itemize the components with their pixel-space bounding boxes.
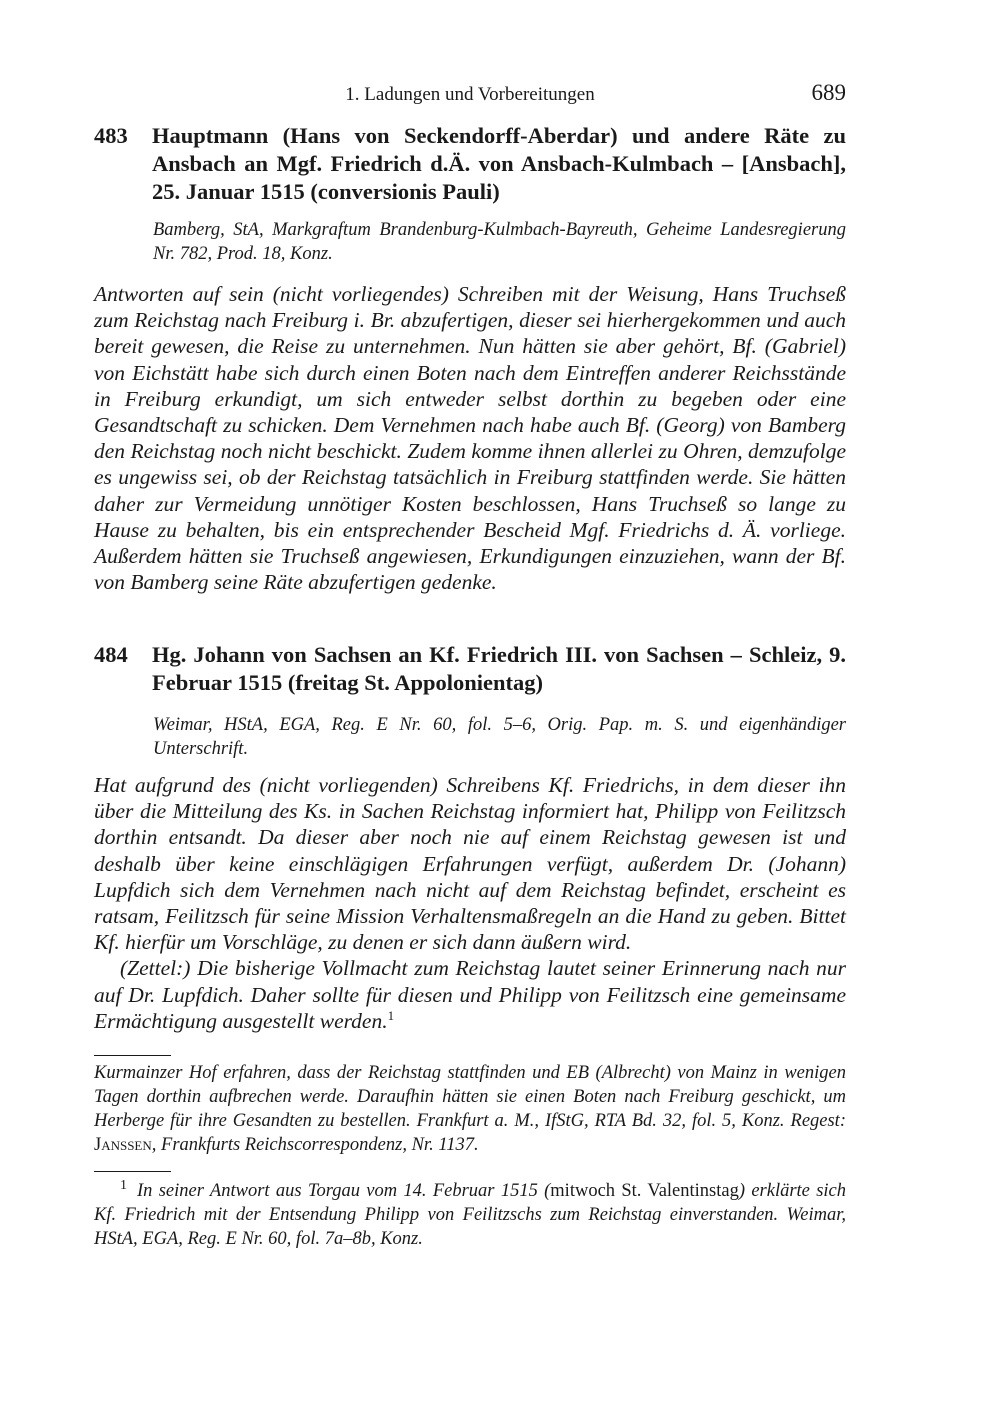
note-author: Janssen — [94, 1135, 152, 1155]
summary-paragraph: Antworten auf sein (nicht vorliegendes) Schreiben mit der Weisung, Hans Truchseß zum Reichstag nach Freiburg i. Br. abzufertigen, dieser sei hierhergekommen und auch bereit gewesen, die Reise zu unternehmen. Nun hätten sie aber gehört, Bf. (Gabriel) von Eichstätt habe sich durch einen Boten nach dem Eintreffen anderer Reichsstände in Freiburg erkundigt, um sich entweder selbst dorthin zu begeben oder eine Gesandtschaft zu schicken. Dem Vernehmen nach habe auch Bf. (Georg) von Bamberg den Reichstag noch nicht beschickt. Zudem komme ihnen allerlei zu Ohren, demzufolge es ungewiss sei, ob der Reichstag tatsächlich in Freiburg stattfinden werde. Sie hätten daher zur Vermeidung unnötiger Kosten beschlossen, Hans Truchseß so lange zu Hause zu behalten, bis ein entsprechender Bescheid Mgf. Friedrichs d. Ä. vorliege. Außerdem hätten sie Truchseß angewiesen, Erkundigungen einzuziehen, wann der Bf. von Bamberg seine Räte abzufertigen gedenke. — [94, 282, 846, 595]
entry-number: 483 — [94, 123, 128, 148]
zettel-text: (Zettel:) Die bisherige Vollmacht zum Reichstag lautet seiner Erinnerung nach nur auf Dr. Lupfdich. Daher sollte für diesen und Philipp von Feilitzsch eine gemeinsame Ermächtigung ausgestellt werden. — [94, 956, 846, 1033]
footnote-text: In seiner Antwort aus Torgau vom 14. Februar 1515 ( — [137, 1181, 551, 1201]
footnote-reference: 1 — [387, 1007, 395, 1023]
entry-483-heading — [94, 122, 846, 206]
summary-paragraph: Hat aufgrund des (nicht vorliegenden) Schreibens Kf. Friedrichs, in dem dieser ihn über die Mitteilung des Ks. in Sachen Reichstag informiert hat, Philipp von Feilitzsch dorthin entsandt. Da dieser aber noch nie auf einem Reichstag gewesen ist und deshalb über keine einschlägigen Erfahrungen verfügt, außerdem Dr. (Johann) Lupfdich sich dem Vernehmen nach nicht auf dem Reichstag befindet, erscheint es ratsam, Feilitzsch für seine Mission Verhaltensmaßregeln an die Hand zu geben. Bittet Kf. hierfür um Vorschläge, zu denen er sich dann äußern wird. — [94, 773, 846, 955]
entry-title: Hauptmann (Hans von Seckendorff-Aberdar) und andere Räte zu Ansbach an Mgf. Friedrich d.Ä. von Ansbach-Kulmbach – [Ansbach], 25. Januar 1515 (conversionis Pauli) — [152, 123, 846, 204]
entry-484-source: Weimar, HStA, EGA, Reg. E Nr. 60, fol. 5–6, Orig. Pap. m. S. und eigenhändiger Unterschrift. — [153, 715, 846, 759]
footnote-1 — [94, 1179, 846, 1251]
running-head-title: 1. Ladungen und Vorbereitungen — [345, 84, 595, 105]
zettel-paragraph — [94, 955, 846, 1034]
footnote-rule — [94, 1055, 171, 1056]
carryover-note — [94, 1061, 846, 1157]
entry-484-heading — [94, 641, 846, 697]
footnote-rule — [94, 1171, 171, 1172]
running-head — [94, 80, 846, 110]
footnote-mark: 1 — [120, 1177, 127, 1193]
entry-483-source: Bamberg, StA, Markgraftum Brandenburg-Kulmbach-Bayreuth, Geheime Landesregierung Nr. 782, Prod. 18, Konz. — [153, 220, 846, 264]
footnote-text-end: ) erklärte sich Kf. Friedrich mit der Entsendung Philipp von Feilitzschs zum Reichstag einverstanden. Weimar, HStA, EGA, Reg. E Nr. 60, fol. 7a–8b, Konz. — [94, 1181, 846, 1249]
entry-title: Hg. Johann von Sachsen an Kf. Friedrich III. von Sachsen – Schleiz, 9. Februar 1515 (freitag St. Appolonientag) — [152, 642, 846, 695]
footnote-date-text: mitwoch St. Valentinstag — [550, 1181, 739, 1201]
entry-484-summary — [94, 772, 846, 1034]
note-text-end: , Frankfurts Reichscorrespondenz, Nr. 1137. — [151, 1135, 479, 1155]
entry-483-summary — [94, 281, 846, 595]
page-number: 689 — [811, 80, 846, 105]
entry-number: 484 — [94, 642, 128, 667]
note-text: Kurmainzer Hof erfahren, dass der Reichstag stattfinden und EB (Albrecht) von Mainz in wenigen Tagen dorthin aufbrechen werde. Daraufhin hätten sie einen Boten nach Freiburg geschickt, um Herberge für ihre Gesandten zu bestellen. Frankfurt a. M., IfStG, RTA Bd. 32, fol. 5, Konz. Regest: — [94, 1063, 846, 1131]
